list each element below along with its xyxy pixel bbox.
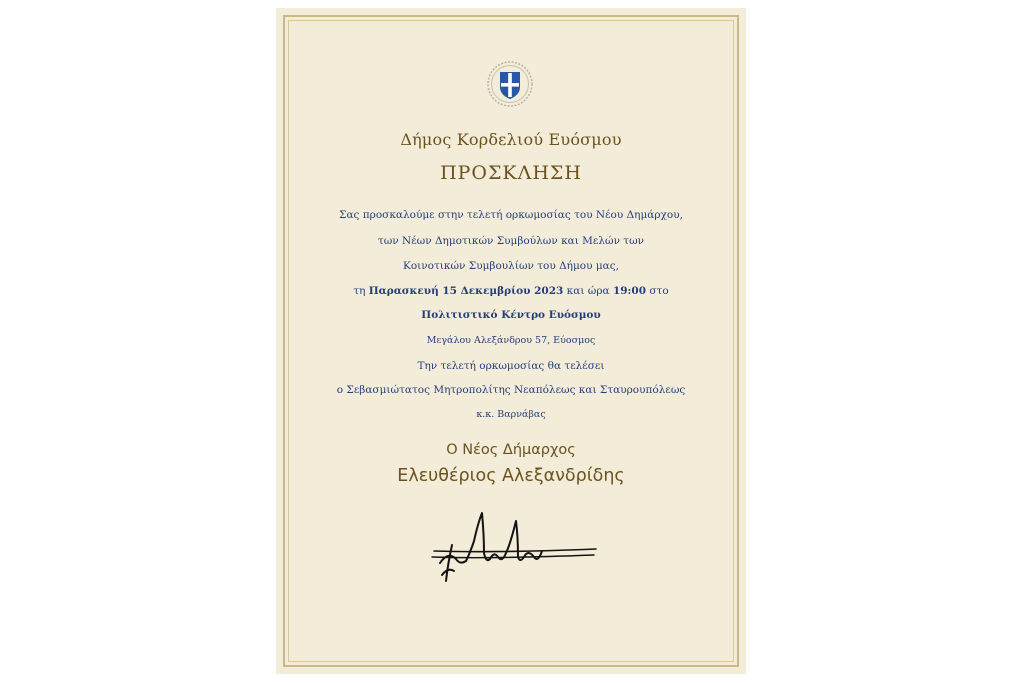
mayor-title: Ο Νέος Δήμαρχος xyxy=(446,442,576,458)
body-line-8: ο Σεβασμιώτατος Μητροπολίτης Νεαπόλεως και Σταυρουπόλεως xyxy=(336,384,686,396)
venue-address: Μεγάλου Αλεξάνδρου 57, Εύοσμος xyxy=(426,335,596,346)
invitation-card xyxy=(276,8,746,674)
date-suffix: στο xyxy=(646,285,669,297)
body-line-7: Την τελετή ορκωμοσίας θα τελέσει xyxy=(417,360,605,372)
body-line-2: των Νέων Δημοτικών Συμβούλων και Μελών των xyxy=(377,235,645,247)
mayor-name: Ελευθέριος Αλεξανδρίδης xyxy=(397,466,625,486)
event-date: Παρασκευή 15 Δεκεμβρίου 2023 xyxy=(368,285,564,297)
body-line-3: Κοινοτικών Συμβουλίων του Δήμου μας, xyxy=(403,260,619,272)
greek-coat-of-arms-icon xyxy=(486,60,534,108)
body-line-1: Σας προσκαλούμε στην τελετή ορκωμοσίας του Νέου Δημάρχου, xyxy=(339,209,683,221)
invitation-heading: ΠΡΟΣΚΛΗΣΗ xyxy=(440,162,582,184)
body-line-date xyxy=(276,285,746,297)
signature-image xyxy=(426,501,601,589)
body-line-9: κ.κ. Βαρνάβας xyxy=(476,409,546,420)
municipality-name: Δήμος Κορδελιού Ευόσμου xyxy=(400,130,622,149)
event-venue: Πολιτιστικό Κέντρο Ευόσμου xyxy=(421,309,601,321)
date-mid: και ώρα xyxy=(563,285,613,297)
event-time: 19:00 xyxy=(612,285,647,297)
date-prefix: τη xyxy=(353,285,369,297)
